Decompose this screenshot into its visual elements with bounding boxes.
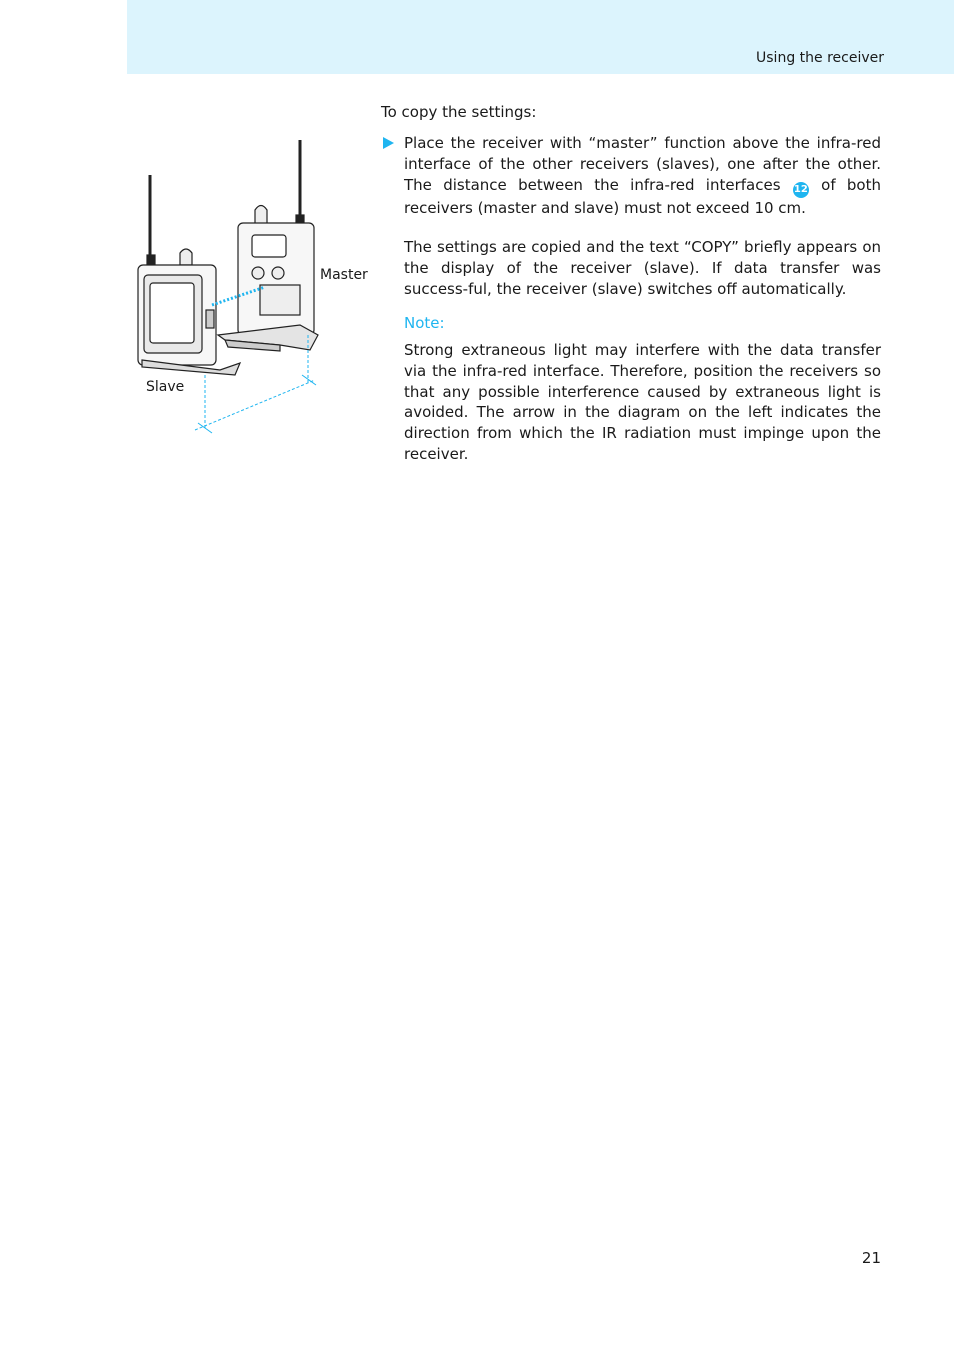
page-number: 21 <box>861 1249 881 1267</box>
ref-number-badge: 12 <box>793 182 809 198</box>
intro-text: To copy the settings: <box>381 103 537 121</box>
note-paragraph: Strong extraneous light may interfere with the data transfer via the infra-red interface. Therefore, position the receivers so that any possible interference caused by extraneous light is avoided. The arrow in the diagram on the left indicates the direction from which the IR radiation must impinge upon the receiver. <box>404 341 881 463</box>
receiver-illustration <box>130 135 375 435</box>
master-label: Master <box>320 267 368 283</box>
slave-receiver <box>138 175 240 375</box>
result-paragraph: The settings are copied and the text “COPY” briefly appears on the display of the receiver (slave). If data transfer was success-ful, the receiver (slave) switches off automatically. <box>404 238 881 298</box>
master-receiver <box>218 140 318 351</box>
step-text-before: Place the receiver with “master” function above the infra-red interface of the other receivers (slaves), one after the other. The distance between the infra-red interfaces <box>404 134 881 194</box>
header-band <box>127 0 954 74</box>
step-text-after: of both receivers (master and slave) must not exceed 10 cm. <box>404 175 881 217</box>
slave-label: Slave <box>146 379 185 395</box>
step-paragraph <box>404 133 881 218</box>
running-header: Using the receiver <box>756 50 884 66</box>
bullet-arrow-icon <box>383 137 394 149</box>
note-label: Note: <box>404 314 445 332</box>
